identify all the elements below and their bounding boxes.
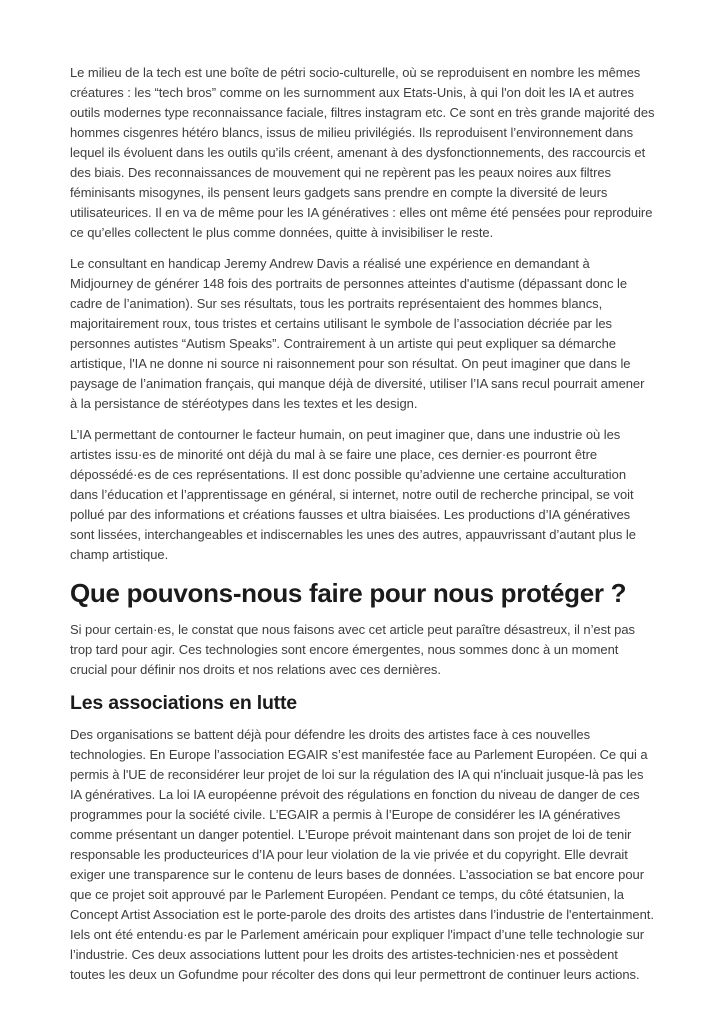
associations-section-paragraph: Des organisations se battent déjà pour défendre les droits des artistes face à ces nouvelles technologies. En Europe l’association EGAIR s’est manifestée face au Parlement Européen. Ce qui a permis à l'UE de reconsidérer leur projet de loi sur la régulation des IA qui n'incluait jusque-là pas les IA génératives. La loi IA européenne prévoit des régulations en fonction du niveau de danger de ces programmes pour la société civile. L’EGAIR a permis à l’Europe de considérer les IA génératives comme présentant un danger potentiel. L'Europe prévoit maintenant dans son projet de loi de tenir responsable les producteurices d’IA pour leur violation de la vie privée et du copyright. Elle devrait exiger une transparence sur le contenu de leurs bases de données. L’association se bat encore pour que ce projet soit approuvé par le Parlement Européen. Pendant ce temps, du côté étatsunien, la Concept Artist Association est le porte-parole des droits des artistes dans l’industrie de l'entertainment. Iels ont été entendu·es par le Parlement américain pour expliquer l'impact d’une telle technologie sur l’industrie. Ces deux associations luttent pour les droits des artistes-technicien·nes et possèdent toutes les deux un Gofundme pour récolter des dons qui leur permettront de continuer leurs actions. bbox=[70, 727, 654, 982]
protection-section-paragraph: Si pour certain·es, le constat que nous faisons avec cet article peut paraître désastreux, il n’est pas trop tard pour agir. Ces technologies sont encore émergentes, nous sommes donc à un moment crucial pour définir nos droits et nos relations avec ces dernières. bbox=[70, 622, 635, 677]
intro-paragraph-1: Le milieu de la tech est une boîte de pétri socio-culturelle, où se reproduisent en nombre les mêmes créatures : les “tech bros” comme on les surnomment aux Etats-Unis, à qui l'on doit les IA et autres outils modernes type reconnaissance faciale, filtres instagram etc. Ce sont en très grande majorité des hommes cisgenres hétéro blancs, issus de milieu privilégiés. Ils reproduisent l’environnement dans lequel ils évoluent dans les outils qu’ils créent, amenant à des dysfonctionnements, des raccourcis et des biais. Des reconnaissances de mouvement qui ne repèrent pas les peaux noires aux filtres féminisants misogynes, ils pensent leurs gadgets sans prendre en compte la diversité de leurs utilisateurices. Il en va de même pour les IA génératives : elles ont même été pensées pour reproduire ce qu’elles collectent le plus comme données, quitte à invisibiliser le reste. bbox=[70, 65, 655, 240]
intro-paragraph-3: L’IA permettant de contourner le facteur humain, on peut imaginer que, dans une industrie où les artistes issu·es de minorité ont déjà du mal à se faire une place, ces dernier·es pourront être dépossédé·es de ces représentations. Il est donc possible qu’advienne une certaine acculturation dans l’éducation et l’apprentissage en général, si internet, notre outil de recherche principal, se voit pollué par des informations et créations fausses et ultra biaisées. Les productions d’IA génératives sont lissées, interchangeables et indiscernables les unes des autres, appauvrissant d’autant plus le champ artistique. bbox=[70, 427, 636, 562]
associations-section-heading: Les associations en lutte bbox=[70, 692, 297, 714]
intro-paragraph-2: Le consultant en handicap Jeremy Andrew Davis a réalisé une expérience en demandant à Midjourney de générer 148 fois des portraits de personnes atteintes d'autisme (dépassant donc le cadre de l’animation). Sur ses résultats, tous les portraits représentaient des hommes blancs, majoritairement roux, tous tristes et certains utilisant le symbole de l’association décriée par les personnes autistes “Autism Speaks”. Contrairement à un artiste qui peut expliquer sa démarche artistique, l'IA ne donne ni source ni raisonnement pour son résultat. On peut imaginer que dans le paysage de l’animation français, qui manque déjà de diversité, utiliser l’IA sans recul pourrait amener à la persistance de stéréotypes dans les textes et les design. bbox=[70, 256, 645, 411]
protection-section-heading: Que pouvons-nous faire pour nous protéger ? bbox=[70, 578, 627, 608]
